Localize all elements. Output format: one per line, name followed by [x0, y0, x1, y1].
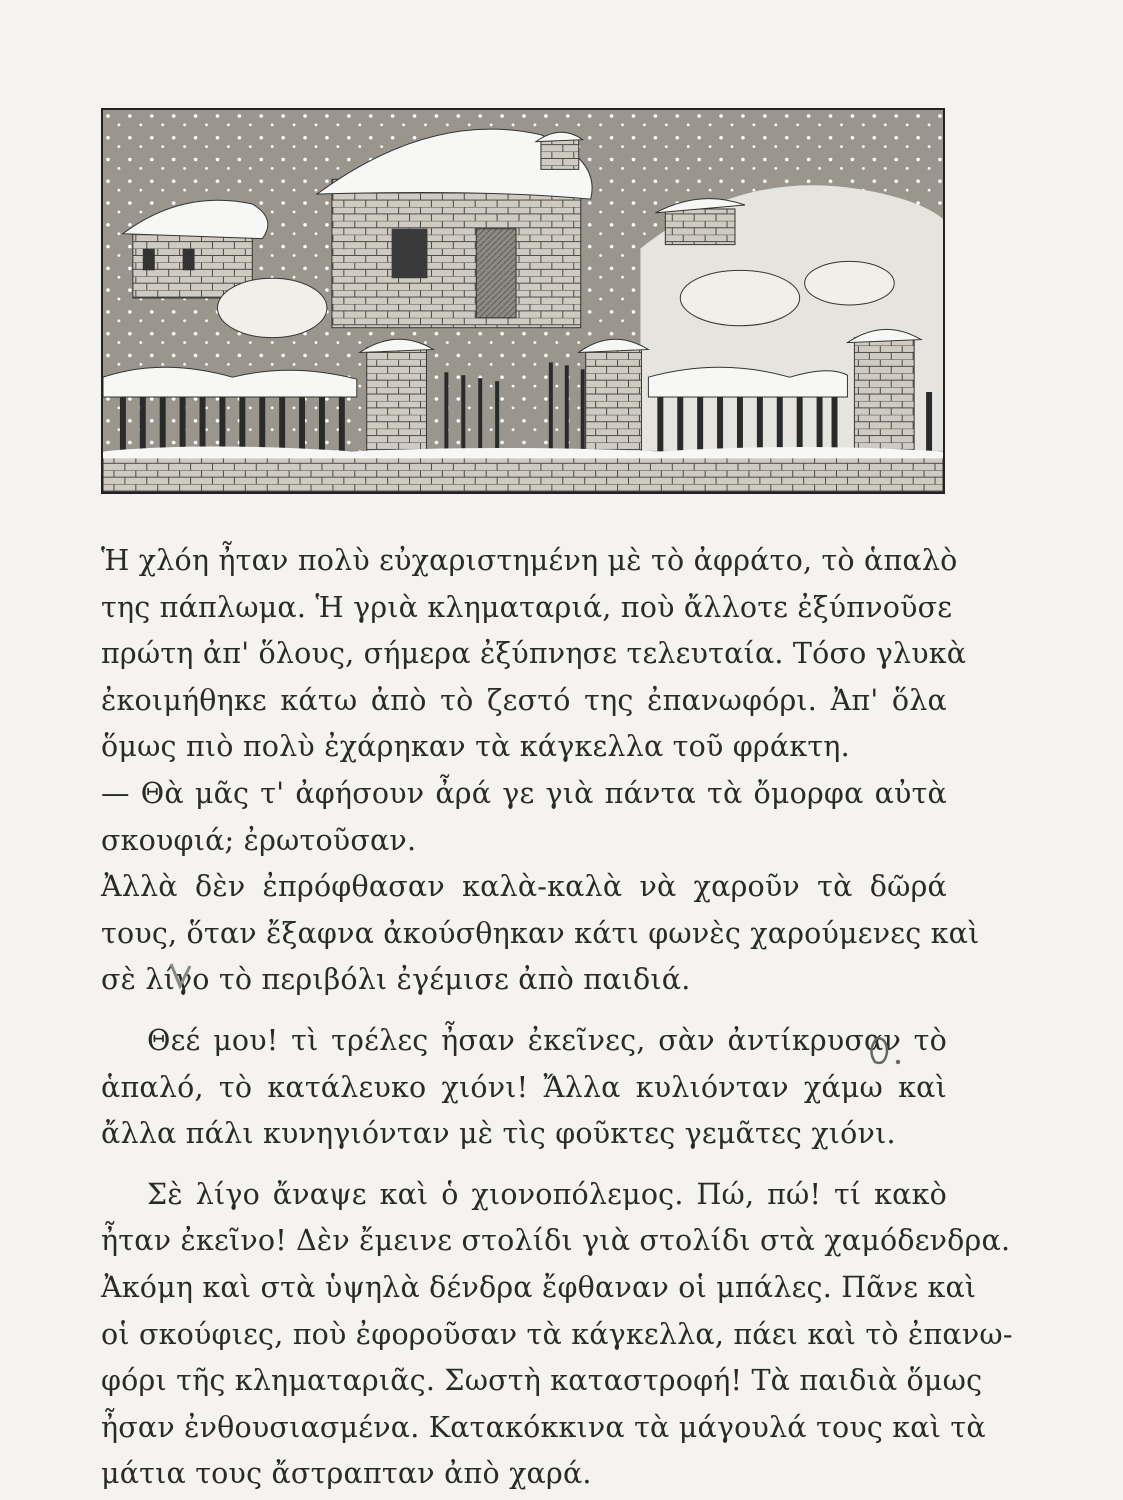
paragraph	[101, 538, 967, 771]
paragraph-gap	[101, 1004, 947, 1018]
text-line: της πάπλωμα. Ἡ γριὰ κληματαριά, ποὺ ἄλλοτε ἐξύπνοῦσε	[101, 590, 953, 624]
text-line: Ἀλλὰ δὲν ἐπρόφθασαν καλὰ-καλὰ νὰ χαροῦν τὰ δῶρά	[101, 870, 947, 904]
text-line: Ἡ χλόη ἦταν πολὺ εὐχαριστημένη μὲ τὸ ἀφράτο, τὸ ἁπαλὸ	[101, 544, 958, 577]
text-line: ἦσαν ἐνθουσιασμένα. Κατακόκκινα τὰ μάγουλά τους καὶ τὰ	[101, 1410, 986, 1444]
text-line: ἁπαλό, τὸ κατάλευκο χιόνι! Ἄλλα κυλιόνταν χάμω καὶ	[101, 1070, 947, 1104]
text-line: ὅμως πιὸ πολὺ ἐχάρηκαν τὰ κάγκελλα τοῦ φράκτη.	[101, 730, 850, 764]
paragraph	[101, 1172, 1013, 1498]
text-line: οἱ σκούφιες, ποὺ ἐφοροῦσαν τὰ κάγκελλα, πάει καὶ τὸ ἐπανω-	[101, 1317, 1013, 1351]
pen-tick-mark	[168, 960, 194, 990]
paragraph	[101, 864, 980, 1004]
text-line: Ἀκόμη καὶ στὰ ὑψηλὰ δένδρα ἔφθαναν οἱ μπάλες. Πᾶνε καὶ	[101, 1270, 977, 1304]
text-line: σὲ λίγο τὸ περιβόλι ἐγέμισε ἀπὸ παιδιά.	[101, 963, 691, 997]
text-line: — Θὰ μᾶς τ' ἀφήσουν ἆρά γε γιὰ πάντα τὰ ὄμορφα αὐτὰ	[101, 776, 947, 810]
pen-circle-mark	[863, 1030, 903, 1070]
house-icon	[103, 110, 943, 492]
text-line: φόρι τῆς κληματαριᾶς. Σωστὴ καταστροφή! Τὰ παιδιὰ ὅμως	[101, 1364, 983, 1398]
snowy-village-illustration	[101, 108, 945, 494]
text-line: ἦταν ἐκεῖνο! Δὲν ἔμεινε στολίδι γιὰ στολίδι στὰ χαμόδενδρα.	[101, 1224, 1011, 1258]
text-line: ἐκοιμήθηκε κάτω ἀπὸ τὸ ζεστό της ἐπανωφόρι. Ἀπ' ὅλα	[101, 683, 947, 717]
text-line: τους, ὅταν ἔξαφνα ἀκούσθηκαν κάτι φωνὲς χαρούμενες καὶ	[101, 916, 980, 950]
text-line: μάτια τους ἄστραπταν ἀπὸ χαρά.	[101, 1457, 592, 1491]
text-line: Θεέ μου! τὶ τρέλες ἦσαν ἐκεῖνες, σὰν ἀντίκρυσαν τὸ	[147, 1023, 947, 1057]
paragraph-gap	[101, 1158, 947, 1172]
text-line: ἄλλα πάλι κυνηγιόνταν μὲ τὶς φοῦκτες γεμᾶτες χιόνι.	[101, 1117, 896, 1151]
paragraph	[101, 771, 947, 864]
text-line: πρώτη ἀπ' ὅλους, σήμερα ἐξύπνησε τελευταία. Τόσο γλυκὰ	[101, 637, 967, 671]
text-line: σκουφιά; ἐρωτοῦσαν.	[101, 823, 417, 857]
story-text	[101, 538, 1013, 1498]
paragraph	[101, 1018, 947, 1158]
text-line: Σὲ λίγο ἄναψε καὶ ὁ χιονοπόλεμος. Πώ, πώ! τί κακὸ	[147, 1177, 947, 1211]
